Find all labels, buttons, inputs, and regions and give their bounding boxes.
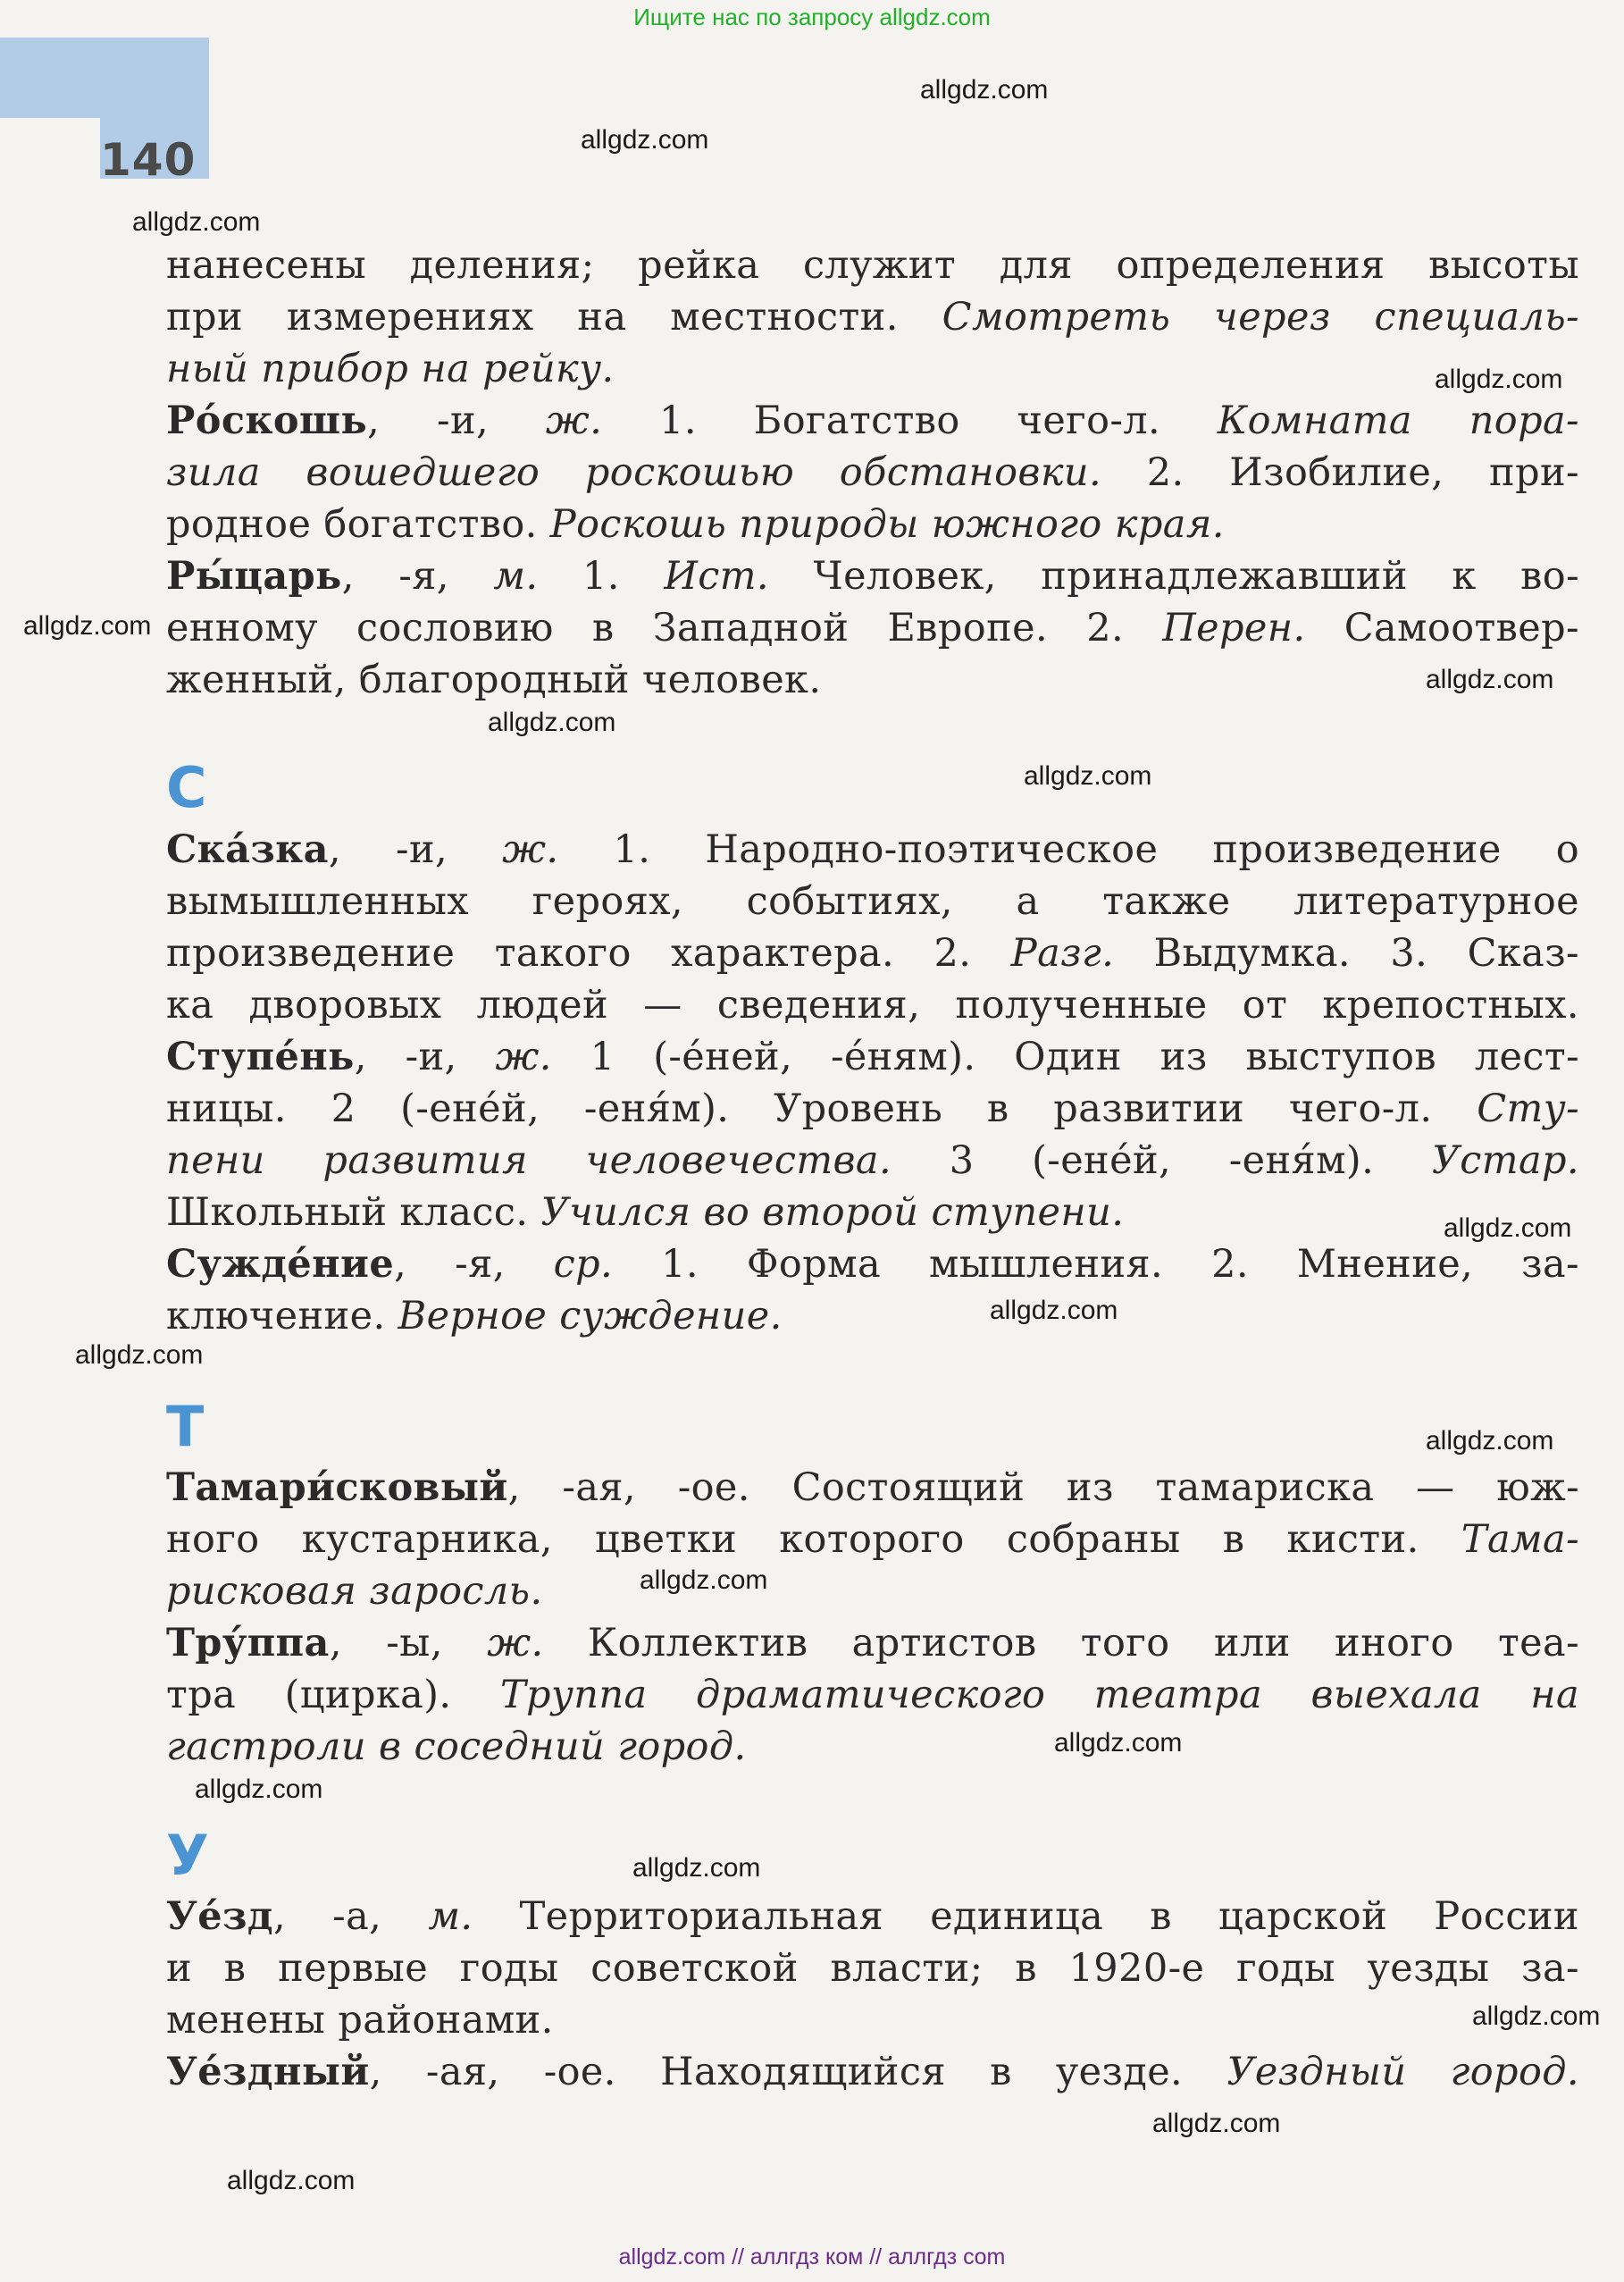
text-line: ницы. 2 (-ене́й, -еня́м). Уровень в развитии чего-л. Сту- [166,1086,1579,1131]
text-line: ного кустарника, цветки которого собраны в кисти. Тама- [166,1517,1579,1562]
entry-rytsar: Ры́царь, -я, м. 1. Ист. Человек, принадлежавший к во- [166,554,1580,599]
text-line: зила вошедшего роскошью обстановки. 2. Изобилие, при- [166,450,1579,495]
watermark: allgdz.com [488,708,616,737]
text-line: женный, благородный человек. [166,658,822,702]
text-line: пени развития человечества. 3 (-ене́й, -еня́м). Устар. [166,1138,1579,1183]
watermark: allgdz.com [23,611,152,641]
watermark: allgdz.com [195,1774,323,1804]
entry-roskosh: Ро́скошь, -и, ж. 1. Богатство чего-л. Комната пора- [166,399,1579,443]
watermark: allgdz.com [920,75,1049,105]
watermark: allgdz.com [1472,2001,1601,2031]
text-line: ка дворовых людей — сведения, полученные от крепостных. [166,983,1579,1028]
watermark: allgdz.com [632,1853,761,1883]
entry-tamariskovyi: Тамари́сковый, -ая, -ое. Состоящий из тамариска — юж- [166,1465,1579,1510]
section-letter-t: Т [166,1394,205,1459]
watermark: allgdz.com [227,2166,356,2195]
text-line: енному сословию в Западной Европе. 2. Перен. Самоотвер- [166,606,1579,650]
watermark: allgdz.com [75,1340,204,1370]
text-line: ный прибор на рейку. [166,347,615,391]
watermark: allgdz.com [1152,2109,1281,2138]
text-line: тра (цирка). Труппа драматического театра выехала на [166,1673,1579,1717]
text-line: Школьный класс. Учился во второй ступени. [166,1190,1125,1235]
text-line: родное богатство. Роскошь природы южного края. [166,502,1225,547]
watermark: allgdz.com [132,207,261,237]
entry-uezd: Уе́зд, -а, м. Территориальная единица в царской России [166,1894,1579,1939]
text-line: и в первые годы советской власти; в 1920-е годы уезды за- [166,1946,1579,1991]
text-line: при измерениях на местности. Смотреть через специаль- [166,295,1579,340]
entry-truppa: Тру́ппа, -ы, ж. Коллектив артистов того или иного теа- [166,1621,1579,1665]
entry-stupen: Ступе́нь, -и, ж. 1 (-е́ней, -е́ням). Один из выступов лест- [166,1035,1580,1079]
text-line: гастроли в соседний город. [166,1724,747,1769]
text-line: рисковая заросль. [166,1569,543,1614]
watermark: allgdz.com [1444,1213,1572,1243]
watermark: allgdz.com [990,1296,1118,1325]
watermark: allgdz.com [640,1565,768,1595]
text-line: произведение такого характера. 2. Разг. Выдумка. 3. Сказ- [166,931,1579,976]
section-letter-s: С [166,755,207,820]
text-line: менены районами. [166,1998,554,2043]
watermark: allgdz.com [1054,1728,1183,1758]
watermark: allgdz.com [1024,761,1152,791]
entry-skazka: Ска́зка, -и, ж. 1. Народно-поэтическое произведение о [166,827,1580,872]
watermark: allgdz.com [1426,1426,1554,1456]
watermark: allgdz.com [1426,665,1554,694]
entry-suzhdenie: Сужде́ние, -я, ср. 1. Форма мышления. 2. Мнение, за- [166,1242,1579,1287]
entry-uezdnyi: Уе́здный, -ая, -ое. Находящийся в уезде. Уездный город. [166,2050,1579,2094]
watermark: allgdz.com [1435,365,1563,394]
footer-banner: allgdz.com // аллгдз ком // аллгдз com [618,2244,1006,2269]
text-line: вымышленных героях, событиях, а также литературное [166,879,1579,924]
text-line: ключение. Верное суждение. [166,1294,783,1338]
section-letter-u: У [166,1823,209,1888]
search-hint-banner: Ищите нас по запросу allgdz.com [633,4,991,30]
page-number: 140 [100,134,197,186]
watermark: allgdz.com [581,125,709,155]
text-line: нанесены деления; рейка служит для определения высоты [166,243,1579,288]
